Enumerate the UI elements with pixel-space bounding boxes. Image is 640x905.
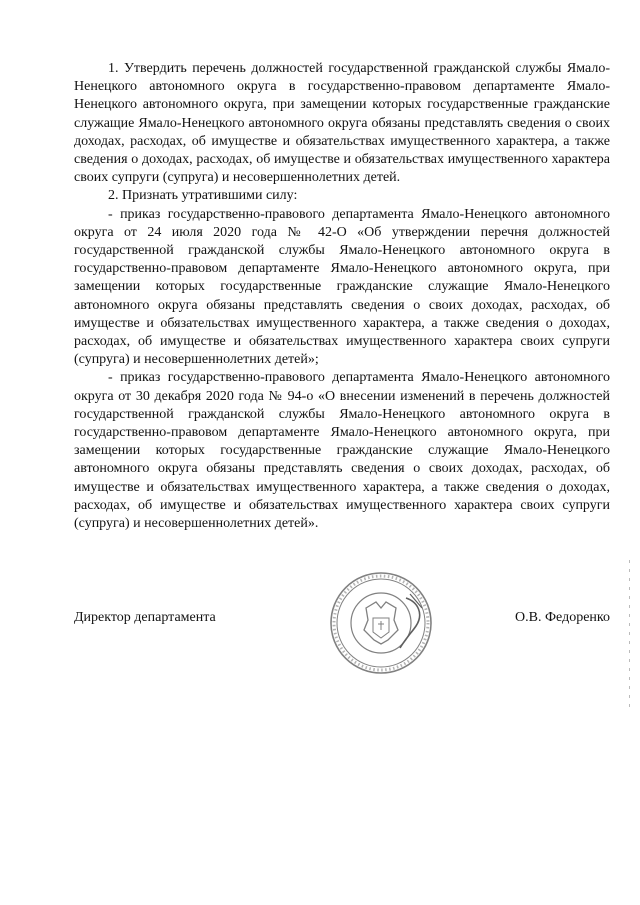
paragraph-repeal-order-42: - приказ государственно-правового департамента Ямало-Ненецкого автономного округа от 24 июля 2020 года № 42-О «Об утверждении перечня должностей государственной гражданской службы Ямало-Ненецкого автономного округа в государственно-правовом департаменте Ямало-Ненецкого автономного округа, при замещении которых государственные гражданские служащие Ямало-Ненецкого автономного округа обязаны представлять сведения о своих доходах, расходах, об имуществе и обязательствах имущественного характера, а также сведения о доходах, расходах, об имуществе и обязательствах имущественного характера своих супруги (супруга) и несовершеннолетних детей»;: [74, 206, 610, 368]
scan-edge-mark: [629, 560, 630, 710]
signatory-title: Директор департамента: [74, 610, 216, 625]
official-seal-icon: [326, 568, 436, 678]
paragraph-approve: 1. Утвердить перечень должностей государственной гражданской службы Ямало-Ненецкого автономного округа в государственно-правовом департаменте Ямало-Ненецкого автономного округа, при замещении которых государственные гражданские служащие Ямало-Ненецкого автономного округа обязаны представлять сведения о своих доходах, расходах, об имуществе и обязательствах имущественного характера, а также сведения о доходах, расходах, об имуществе и обязательствах имущественного характера своих супруги (супруга) и несовершеннолетних детей.: [74, 61, 610, 186]
document-body: [74, 60, 610, 533]
signatory-name: О.В. Федоренко: [515, 610, 610, 625]
paragraph-repeal-heading: 2. Признать утратившими силу:: [108, 188, 298, 204]
paragraph-repeal-order-94: - приказ государственно-правового департамента Ямало-Ненецкого автономного округа от 30 декабря 2020 года № 94-о «О внесении изменений в перечень должностей государственной гражданской службы Ямало-Ненецкого автономного округа в государственно-правовом департаменте Ямало-Ненецкого автономного округа, при замещении которых государственные гражданские служащие Ямало-Ненецкого автономного округа обязаны представлять сведения о своих доходах, расходах, об имуществе и обязательствах имущественного характера, а также сведения о доходах, расходах, об имуществе и обязательствах имущественного характера своих супруги (супруга) и несовершеннолетних детей».: [74, 370, 610, 532]
